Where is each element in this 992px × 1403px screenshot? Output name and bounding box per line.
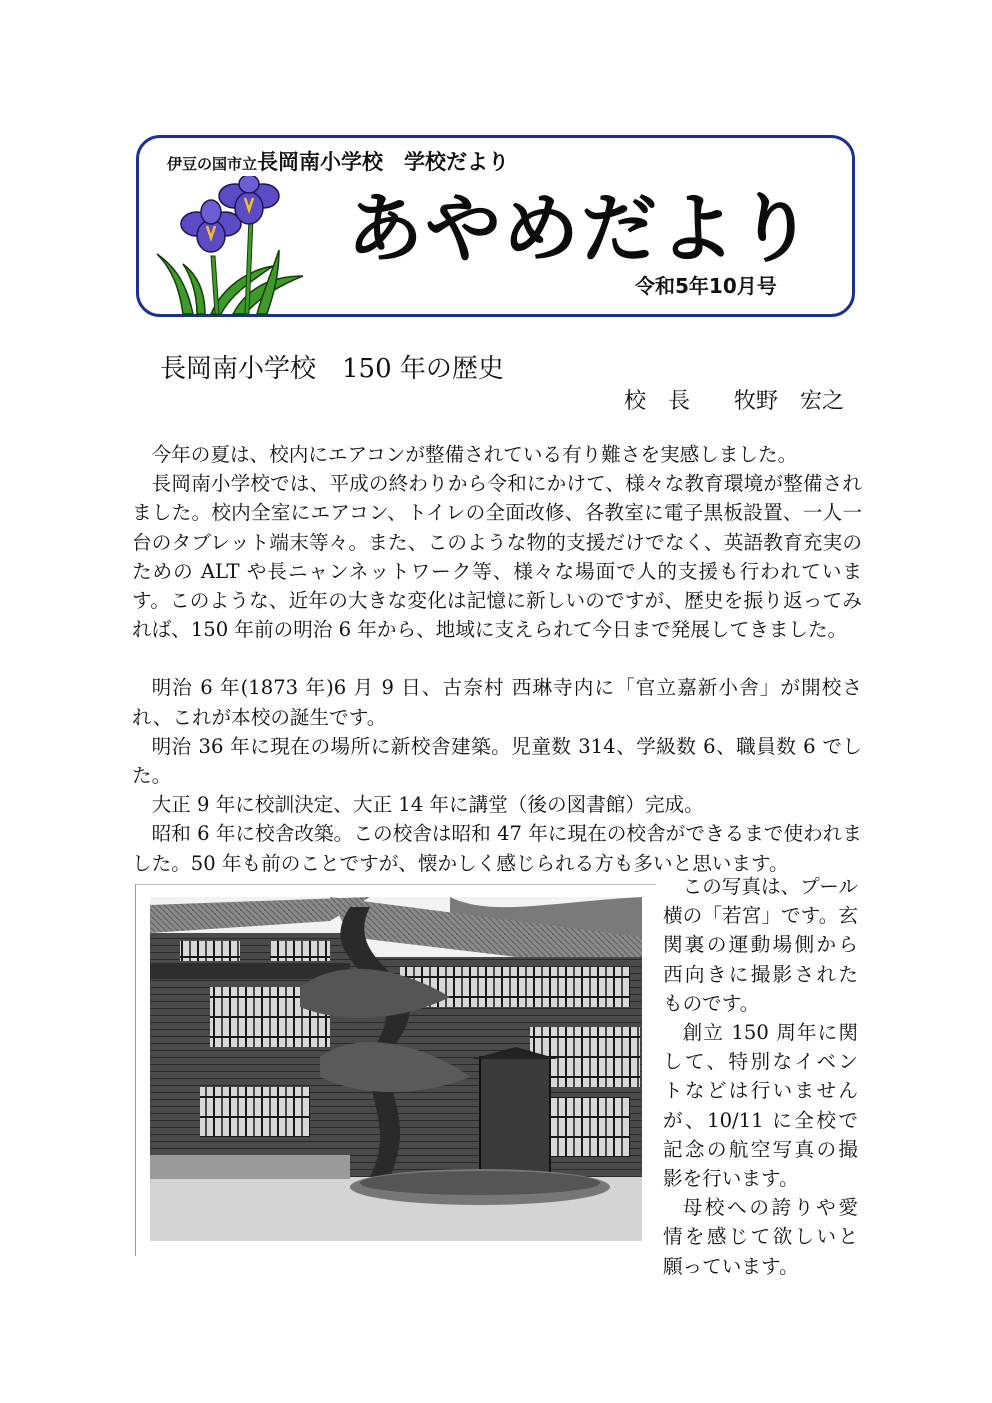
old-school-building-photo xyxy=(150,897,642,1241)
school-prefix: 伊豆の国市立 xyxy=(167,155,258,173)
article-heading: 長岡南小学校 150 年の歴史 xyxy=(160,354,504,384)
paragraph: 今年の夏は、校内にエアコンが整備されている有り難さを実感しました。 xyxy=(151,443,798,466)
caption-paragraph: 母校への誇りや愛情を感じて欲しいと願っています。 xyxy=(663,1196,858,1278)
photo-caption xyxy=(663,872,858,1281)
paragraph: 長岡南小学校では、平成の終わりから令和にかけて、様々な教育環境が整備されました。校内全室にエアコン、トイレの全面改修、各教室に電子黒板設置、一人一台のタブレット端末等々。また、このような物的支援だけでなく、英語教育充実のための ALT や長ニャンネットワーク等、様々な場面で人的支援も行われています。このような、近年の大きな変化は記憶に新しいのですが、歴史を振り返ってみれば、150 年前の明治 6 年から、地域に支えられて今日まで発展してきました。 xyxy=(132,472,862,642)
paragraph: 明治 6 年(1873 年)6 月 9 日、古奈村 西琳寺内に「官立嘉新小舎」が開校され、これが本校の誕生です。 xyxy=(132,676,862,729)
paragraph: 昭和 6 年に校舎改築。この校舎は昭和 47 年に現在の校舎ができるまで使われました。50 年も前のことですが、懐かしく感じられる方も多いと思います。 xyxy=(132,822,862,875)
issue-date: 令和5年10月号 xyxy=(635,274,777,298)
school-name: 長岡南小学校 学校だより xyxy=(257,150,510,174)
article-author: 校 長 牧野 宏之 xyxy=(624,389,845,414)
article-body xyxy=(132,440,862,878)
paragraph: 大正 9 年に校訓決定、大正 14 年に講堂（後の図書館）完成。 xyxy=(151,793,704,817)
caption-paragraph: この写真は、プール横の「若宮」です。玄関裏の運動場側から西向きに撮影されたものです。 xyxy=(663,875,858,1015)
masthead xyxy=(136,135,855,317)
iris-flower-icon xyxy=(153,176,313,316)
photo-frame xyxy=(135,884,656,1256)
newsletter-title: あやめだより xyxy=(347,184,815,273)
paragraph: 明治 36 年に現在の場所に新校舎建築。児童数 314、学級数 6、職員数 6 でした。 xyxy=(132,734,862,788)
caption-paragraph: 創立 150 周年に関して、特別なイベントなどは行いませんが、10/11 に全校で記念の航空写真の撮影を行います。 xyxy=(663,1021,858,1191)
paragraph-spacer xyxy=(132,644,862,673)
